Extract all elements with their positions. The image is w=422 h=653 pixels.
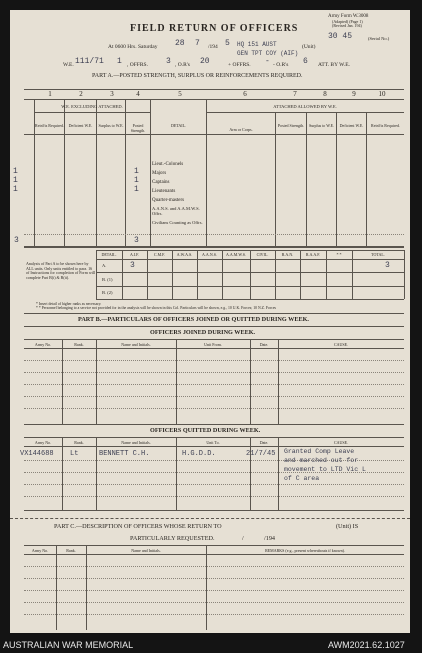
serial-number-label: (Serial No.) — [368, 36, 390, 41]
form-title: FIELD RETURN OF OFFICERS — [130, 23, 299, 34]
offrs-label: , OFFRS. — [127, 62, 148, 68]
footer-institution: AUSTRALIAN WAR MEMORIAL — [3, 640, 134, 650]
part-c-unit-is: (Unit) IS — [336, 523, 359, 530]
detail-row-civilians: Civilians Counting as Offrs. — [152, 220, 203, 225]
footnote-2: * * Personnel belonging to a service not provided for in the analysis will be shown in this Col. Particulars will be shown, e.g., 10 U.K. Forces; 10 N.Z. Forces — [36, 306, 277, 310]
part-c-requested: PARTICULARLY REQUESTED. — [130, 535, 215, 542]
return-date-day: 28 — [175, 39, 185, 48]
analysis-note: Analysis of Part A to be shown here by ALL units. Only units entitled to para. 16 of Instructions for completion of Form will complete Part B(i) & B(ii). — [26, 261, 96, 280]
we-value: 111/71 — [75, 57, 104, 66]
serial-number-value: 30 45 — [328, 32, 353, 41]
posted-entry-captains: 1 — [134, 176, 139, 185]
header-surplus-we: Surplus to W.E. — [98, 123, 124, 128]
quitted-army-no: VX144688 — [20, 450, 54, 458]
analysis-aif-value: 3 — [130, 261, 135, 270]
header-reinforcements-required: Rein'fts Required. — [35, 123, 64, 128]
quitted-date: 21/7/45 — [246, 450, 276, 458]
margin-entry-2: 1 — [13, 176, 18, 185]
col-number-2: 2 — [79, 90, 83, 98]
part-b-title: PART B.—PARTICULARS OF OFFICERS JOINED OR QUITTED DURING WEEK. — [78, 316, 309, 323]
part-c-header-name: Name and Initials. — [131, 548, 161, 553]
analysis-row-a: A. — [102, 263, 107, 268]
analysis-header-total: TOTAL. — [371, 252, 385, 257]
col-number-1: 1 — [48, 90, 52, 98]
quitted-rank: Lt — [70, 450, 79, 458]
ors-value: 20 — [200, 57, 210, 66]
posted-entry-lieutenants: 1 — [134, 185, 139, 194]
header-posted-strength: Posted Strength. — [130, 123, 146, 133]
part-c-title: PART C.—DESCRIPTION OF OFFICERS WHOSE RETURN TO — [54, 523, 222, 530]
quitted-header-cause: CAUSE. — [333, 440, 349, 445]
joined-header-cause: CAUSE. — [333, 342, 349, 347]
header-detail: DETAIL. — [170, 123, 187, 128]
part-a-title: PART A.—POSTED STRENGTH, SURPLUS OR REINFORCEMENTS REQUIRED. — [92, 73, 303, 79]
quitted-header-army-no: Army No. — [34, 440, 52, 445]
margin-entry-1: 1 — [13, 167, 18, 176]
form-note-2: (Adapted) (Page 1) — [332, 19, 363, 24]
archive-footer — [0, 637, 422, 653]
analysis-header-civil: CIVIL. — [256, 252, 269, 257]
unit-name-line-2: GEN TPT COY (AIF) — [237, 50, 299, 57]
quitted-cause-line-2: and marched out for — [284, 457, 359, 464]
detail-row-lieutenants: Lieutenants — [152, 189, 176, 194]
joined-header-army-no: Army No. — [34, 342, 52, 347]
we-label: W.E. — [63, 62, 74, 68]
quitted-title: OFFICERS QUITTED DURING WEEK. — [150, 427, 261, 434]
return-date-month: 7 — [195, 39, 200, 48]
detail-row-majors: Majors — [152, 171, 167, 176]
margin-entry-3: 1 — [13, 185, 18, 194]
ors2-value: 6 — [303, 57, 308, 66]
analysis-header-aif: A.I.F. — [129, 252, 140, 257]
col-number-3: 3 — [110, 90, 114, 98]
quitted-name: BENNETT C.H. — [99, 450, 150, 458]
header-attached-deficient: Deficient W.E. — [339, 123, 364, 128]
joined-title: OFFICERS JOINED DURING WEEK. — [150, 329, 256, 336]
header-attached-reinforcements: Rein'fts Required. — [371, 123, 400, 128]
col-number-5: 5 — [178, 90, 182, 98]
attached-allowed-label: ATTACHED ALLOWED BY W.E. — [273, 104, 337, 109]
plus-offrs-value: - — [265, 57, 270, 66]
plus-offrs-label: + OFFRS. — [228, 62, 251, 68]
return-year-suffix: 5 — [225, 39, 230, 48]
joined-header-date: Date. — [259, 342, 269, 347]
analysis-header-detail: DETAIL. — [101, 252, 117, 257]
analysis-header-cmf: C.M.F. — [153, 252, 166, 257]
col-number-7: 7 — [293, 90, 297, 98]
form-note-3: (Revised Jan. 194) — [332, 23, 362, 28]
joined-header-name: Name and Initials. — [121, 342, 151, 347]
analysis-total-value: 3 — [385, 261, 390, 270]
we-value-2: 1 — [117, 57, 122, 66]
analysis-header-other: * * — [336, 252, 342, 257]
col-number-8: 8 — [323, 90, 327, 98]
form-note-1: Army Form W.3008 — [328, 14, 369, 19]
quitted-unit-to: H.G.D.D. — [182, 450, 216, 458]
detail-row-captains: Captains — [152, 180, 170, 185]
col-number-4: 4 — [136, 90, 140, 98]
joined-header-unit-from: Unit From. — [204, 342, 222, 347]
ors-label: , O.R's — [175, 62, 190, 68]
document-sheet — [10, 10, 410, 633]
att-by-we-label: ATT. BY W.E. — [318, 62, 350, 68]
ors2-label: - O.R's — [273, 62, 289, 68]
quitted-header-date: Date. — [259, 440, 269, 445]
analysis-row-b2: B. (2) — [102, 290, 113, 295]
header-arm-or-corps: Arm or Corps. — [229, 127, 253, 132]
footnote-1: * Insert detail of higher ranks as necessary. — [36, 302, 102, 306]
footer-accession-number: AWM2021.62.1027 — [328, 640, 405, 650]
part-c-header-remarks: REMARKS (e.g., present whereabouts if known). — [265, 548, 345, 553]
col-number-6: 6 — [243, 90, 247, 98]
analysis-header-aans: A.A.N.S. — [202, 252, 217, 257]
unit-name-line-1: HQ 151 AUST — [237, 41, 277, 48]
we-excluding-attached-label: W.E. EXCLUDING ATTACHED. — [61, 104, 123, 109]
part-c-header-rank: Rank. — [66, 548, 76, 553]
quitted-cause-line-4: of C area — [284, 475, 320, 482]
unit-label: (Unit) — [302, 44, 316, 50]
offrs-value: 3 — [166, 57, 171, 66]
part-c-header-army-no: Army No. — [31, 548, 49, 553]
analysis-row-b1: B. (1) — [102, 277, 113, 282]
part-c-year: /194 — [264, 535, 276, 542]
quitted-header-rank: Rank. — [74, 440, 84, 445]
quitted-cause-line-1: Granted Comp Leave — [284, 448, 355, 455]
analysis-header-ran: R.A.N. — [281, 252, 294, 257]
quitted-header-unit-to: Unit To. — [206, 440, 220, 445]
header-attached-surplus: Surplus to W.E. — [308, 123, 335, 128]
analysis-header-raaf: R.A.A.F. — [305, 252, 321, 257]
detail-row-aans: A.A.N.S. and A.A.M.W.S. Offrs. — [152, 206, 200, 216]
detail-row-quarter-masters: Quarter-masters — [152, 198, 185, 203]
left-total: 3 — [14, 236, 19, 245]
analysis-header-awas: A.W.A.S. — [176, 252, 193, 257]
col-number-10: 10 — [378, 90, 386, 98]
joined-header-rank: Rank. — [74, 342, 84, 347]
posted-entry-majors: 1 — [134, 167, 139, 176]
analysis-header-aamws: A.A.M.W.S. — [226, 252, 246, 257]
part-c-date-slash: / — [242, 535, 244, 542]
return-year-prefix: /194 — [208, 44, 218, 50]
header-attached-posted-strength: Posted Strength. — [277, 123, 305, 128]
header-deficient-we: Deficient W.E. — [68, 123, 93, 128]
detail-row-lieut-colonels: Lieut.-Colonels — [152, 162, 184, 167]
col-number-9: 9 — [352, 90, 356, 98]
quitted-cause-line-3: movement to LTD Vic L — [284, 466, 366, 473]
quitted-header-name: Name and Initials. — [121, 440, 151, 445]
return-time-label: At 0600 Hrs. Saturday — [108, 44, 158, 50]
posted-total: 3 — [134, 236, 139, 245]
